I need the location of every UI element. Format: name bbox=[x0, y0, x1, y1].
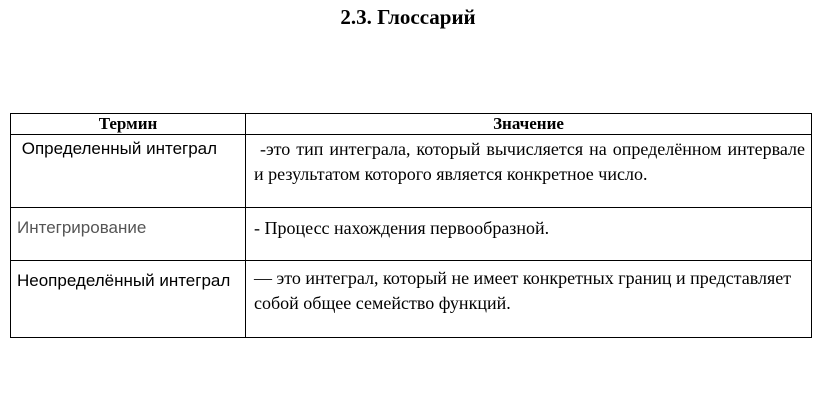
meaning-cell: — это интеграл, который не имеет конкретных границ и представляет собой общее семейство функций. bbox=[246, 261, 812, 338]
table-row bbox=[11, 135, 812, 208]
meaning-cell: -это тип интеграла, который вычисляется на определённом интервале и результатом которого является конкретное число. bbox=[246, 135, 812, 208]
column-header-meaning: Значение bbox=[246, 114, 812, 135]
table-row bbox=[11, 208, 812, 261]
glossary-table bbox=[10, 113, 812, 338]
term-cell: Неопределённый интеграл bbox=[11, 261, 246, 338]
column-header-term: Термин bbox=[11, 114, 246, 135]
meaning-cell: - Процесс нахождения первообразной. bbox=[246, 208, 812, 261]
term-cell: Интегрирование bbox=[11, 208, 246, 261]
term-cell: Определенный интеграл bbox=[11, 135, 246, 208]
table-row bbox=[11, 261, 812, 338]
table-header-row bbox=[11, 114, 812, 135]
page-title: 2.3. Глоссарий bbox=[340, 5, 476, 29]
